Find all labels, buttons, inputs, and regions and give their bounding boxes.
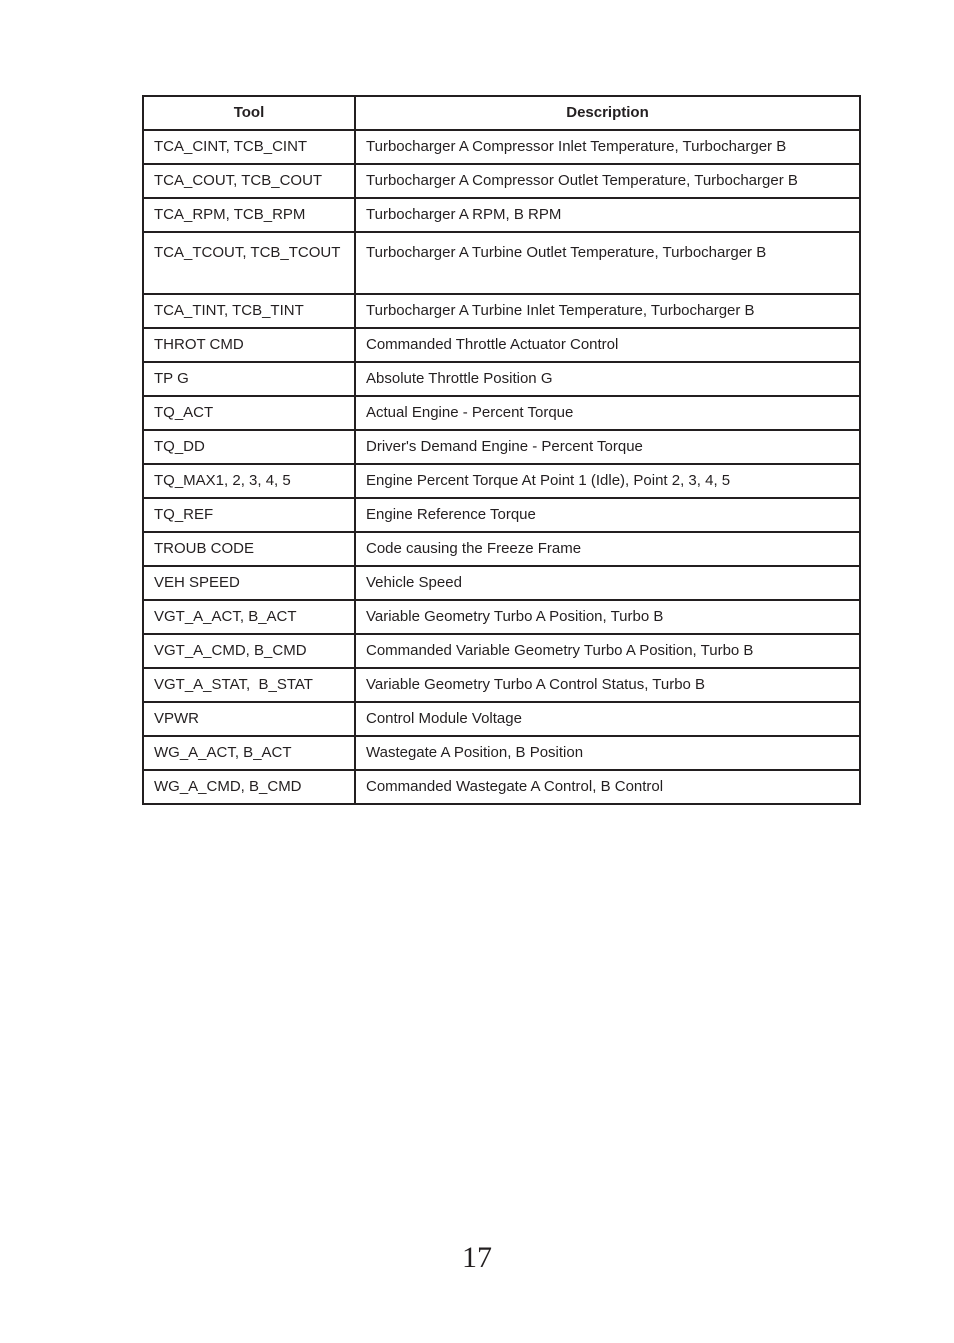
table-row — [143, 498, 860, 532]
table-row — [143, 702, 860, 736]
description-cell: Commanded Variable Geometry Turbo A Position, Turbo B — [355, 634, 860, 668]
tool-cell: TQ_REF — [143, 498, 355, 532]
tool-cell: TROUB CODE — [143, 532, 355, 566]
description-cell: Turbocharger A Compressor Inlet Temperature, Turbocharger B — [355, 130, 860, 164]
table-row — [143, 634, 860, 668]
tool-cell: VEH SPEED — [143, 566, 355, 600]
table-row — [143, 328, 860, 362]
tool-cell: TP G — [143, 362, 355, 396]
tool-cell: TQ_MAX1, 2, 3, 4, 5 — [143, 464, 355, 498]
tool-cell: VGT_A_STAT, B_STAT — [143, 668, 355, 702]
table-row — [143, 668, 860, 702]
tool-cell: TCA_TCOUT, TCB_TCOUT — [143, 232, 355, 294]
table-row — [143, 294, 860, 328]
page-number: 17 — [462, 1241, 492, 1274]
description-cell: Vehicle Speed — [355, 566, 860, 600]
tool-cell: VPWR — [143, 702, 355, 736]
tool-cell: TCA_CINT, TCB_CINT — [143, 130, 355, 164]
tool-cell: WG_A_ACT, B_ACT — [143, 736, 355, 770]
tool-cell: TCA_COUT, TCB_COUT — [143, 164, 355, 198]
table-row — [143, 232, 860, 294]
table-row — [143, 464, 860, 498]
table-row — [143, 164, 860, 198]
table-row — [143, 362, 860, 396]
description-cell: Wastegate A Position, B Position — [355, 736, 860, 770]
description-cell: Variable Geometry Turbo A Position, Turbo B — [355, 600, 860, 634]
description-cell: Commanded Wastegate A Control, B Control — [355, 770, 860, 804]
pid-description-table — [142, 95, 861, 805]
tool-cell: TQ_ACT — [143, 396, 355, 430]
description-cell: Engine Reference Torque — [355, 498, 860, 532]
table-row — [143, 198, 860, 232]
description-cell: Actual Engine - Percent Torque — [355, 396, 860, 430]
description-cell: Code causing the Freeze Frame — [355, 532, 860, 566]
table-header-row — [143, 96, 860, 130]
tool-cell: TCA_RPM, TCB_RPM — [143, 198, 355, 232]
description-cell: Turbocharger A Turbine Outlet Temperature, Turbocharger B — [355, 232, 860, 294]
tool-cell: VGT_A_CMD, B_CMD — [143, 634, 355, 668]
table-row — [143, 736, 860, 770]
description-cell: Driver's Demand Engine - Percent Torque — [355, 430, 860, 464]
description-column-header: Description — [355, 96, 860, 130]
tool-cell: VGT_A_ACT, B_ACT — [143, 600, 355, 634]
table-row — [143, 396, 860, 430]
table-row — [143, 566, 860, 600]
description-cell: Variable Geometry Turbo A Control Status, Turbo B — [355, 668, 860, 702]
description-cell: Absolute Throttle Position G — [355, 362, 860, 396]
tool-cell: TCA_TINT, TCB_TINT — [143, 294, 355, 328]
table-row — [143, 130, 860, 164]
tool-cell: THROT CMD — [143, 328, 355, 362]
description-cell: Engine Percent Torque At Point 1 (Idle), Point 2, 3, 4, 5 — [355, 464, 860, 498]
description-cell: Turbocharger A Turbine Inlet Temperature, Turbocharger B — [355, 294, 860, 328]
description-cell: Control Module Voltage — [355, 702, 860, 736]
tool-column-header: Tool — [143, 96, 355, 130]
tool-cell: TQ_DD — [143, 430, 355, 464]
description-cell: Commanded Throttle Actuator Control — [355, 328, 860, 362]
table-row — [143, 430, 860, 464]
table-row — [143, 600, 860, 634]
description-cell: Turbocharger A RPM, B RPM — [355, 198, 860, 232]
table-row — [143, 532, 860, 566]
tool-cell: WG_A_CMD, B_CMD — [143, 770, 355, 804]
table-row — [143, 770, 860, 804]
description-cell: Turbocharger A Compressor Outlet Temperature, Turbocharger B — [355, 164, 860, 198]
